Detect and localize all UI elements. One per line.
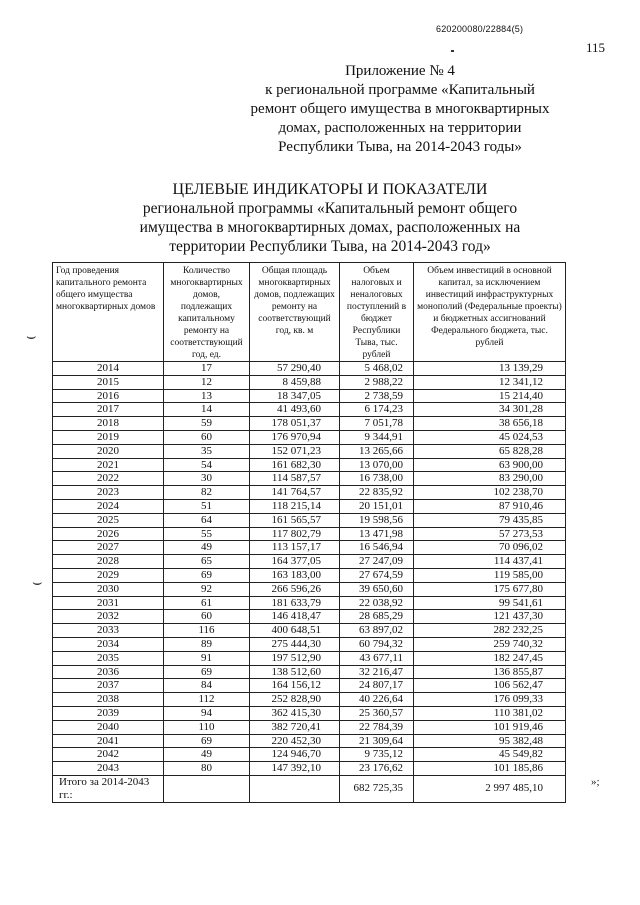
cell-investment: 101 185,86	[414, 762, 566, 776]
total-empty-cell	[250, 775, 340, 802]
table-row	[53, 375, 566, 389]
cell-investment: 34 301,28	[414, 403, 566, 417]
cell-tax-revenue: 9 344,91	[340, 430, 414, 444]
cell-house-count: 116	[164, 624, 250, 638]
table-row	[53, 693, 566, 707]
cell-house-count: 17	[164, 362, 250, 376]
cell-tax-revenue: 60 794,32	[340, 637, 414, 651]
table-row	[53, 430, 566, 444]
table-row	[53, 568, 566, 582]
cell-year: 2033	[53, 624, 164, 638]
table-row	[53, 417, 566, 431]
cell-area: 362 415,30	[250, 706, 340, 720]
cell-house-count: 54	[164, 458, 250, 472]
cell-year: 2016	[53, 389, 164, 403]
cell-year: 2020	[53, 444, 164, 458]
cell-year: 2043	[53, 762, 164, 776]
indicators-table	[52, 262, 566, 803]
cell-house-count: 60	[164, 430, 250, 444]
cell-area: 114 587,57	[250, 472, 340, 486]
total-label: Итого за 2014-2043 гг.:	[53, 775, 164, 802]
cell-house-count: 35	[164, 444, 250, 458]
header-house-count: Количество многоквартирных домов, подлежащих капитальному ремонту на соответствующий год, ед.	[164, 263, 250, 362]
cell-year: 2039	[53, 706, 164, 720]
cell-house-count: 30	[164, 472, 250, 486]
table-row	[53, 389, 566, 403]
cell-house-count: 61	[164, 596, 250, 610]
cell-investment: 99 541,61	[414, 596, 566, 610]
cell-house-count: 69	[164, 734, 250, 748]
cell-house-count: 110	[164, 720, 250, 734]
cell-tax-revenue: 21 309,64	[340, 734, 414, 748]
title-line: региональной программы «Капитальный ремонт общего	[142, 200, 518, 217]
header-year: Год проведения капитального ремонта общего имущества многоквартирных домов	[53, 263, 164, 362]
cell-year: 2026	[53, 527, 164, 541]
cell-area: 252 828,90	[250, 693, 340, 707]
cell-house-count: 49	[164, 541, 250, 555]
cell-year: 2035	[53, 651, 164, 665]
cell-tax-revenue: 7 051,78	[340, 417, 414, 431]
cell-year: 2021	[53, 458, 164, 472]
cell-house-count: 94	[164, 706, 250, 720]
cell-area: 178 051,37	[250, 417, 340, 431]
cell-house-count: 65	[164, 555, 250, 569]
cell-tax-revenue: 22 835,92	[340, 486, 414, 500]
cell-investment: 83 290,00	[414, 472, 566, 486]
cell-house-count: 89	[164, 637, 250, 651]
table-row	[53, 458, 566, 472]
cell-year: 2029	[53, 568, 164, 582]
margin-mark: ⌣	[32, 572, 43, 591]
cell-area: 400 648,51	[250, 624, 340, 638]
cell-house-count: 60	[164, 610, 250, 624]
cell-investment: 79 435,85	[414, 513, 566, 527]
table-header-row	[53, 263, 566, 362]
cell-house-count: 112	[164, 693, 250, 707]
cell-investment: 45 549,82	[414, 748, 566, 762]
document-title	[60, 180, 600, 256]
cell-year: 2040	[53, 720, 164, 734]
cell-investment: 13 139,29	[414, 362, 566, 376]
table-row	[53, 679, 566, 693]
title-main: ЦЕЛЕВЫЕ ИНДИКАТОРЫ И ПОКАЗАТЕЛИ	[172, 181, 488, 198]
cell-year: 2041	[53, 734, 164, 748]
cell-investment: 282 232,25	[414, 624, 566, 638]
cell-tax-revenue: 27 247,09	[340, 555, 414, 569]
cell-house-count: 14	[164, 403, 250, 417]
cell-area: 118 215,14	[250, 499, 340, 513]
cell-area: 176 970,94	[250, 430, 340, 444]
cell-tax-revenue: 39 650,60	[340, 582, 414, 596]
cell-area: 164 377,05	[250, 555, 340, 569]
cell-house-count: 69	[164, 665, 250, 679]
cell-area: 141 764,57	[250, 486, 340, 500]
cell-house-count: 84	[164, 679, 250, 693]
cell-investment: 63 900,00	[414, 458, 566, 472]
table-row	[53, 527, 566, 541]
cell-tax-revenue: 16 546,94	[340, 541, 414, 555]
table-row	[53, 555, 566, 569]
cell-house-count: 82	[164, 486, 250, 500]
cell-house-count: 51	[164, 499, 250, 513]
cell-house-count: 12	[164, 375, 250, 389]
cell-tax-revenue: 24 807,17	[340, 679, 414, 693]
appendix-heading	[240, 62, 560, 157]
cell-house-count: 80	[164, 762, 250, 776]
cell-area: 117 802,79	[250, 527, 340, 541]
cell-area: 266 596,26	[250, 582, 340, 596]
cell-house-count: 59	[164, 417, 250, 431]
cell-tax-revenue: 22 784,39	[340, 720, 414, 734]
cell-investment: 95 382,48	[414, 734, 566, 748]
cell-area: 161 565,57	[250, 513, 340, 527]
cell-year: 2034	[53, 637, 164, 651]
cell-area: 164 156,12	[250, 679, 340, 693]
cell-tax-revenue: 16 738,00	[340, 472, 414, 486]
title-line: имущества в многоквартирных домах, расположенных на	[139, 219, 521, 236]
cell-tax-revenue: 19 598,56	[340, 513, 414, 527]
cell-area: 161 682,30	[250, 458, 340, 472]
cell-tax-revenue: 2 738,59	[340, 389, 414, 403]
cell-investment: 45 024,53	[414, 430, 566, 444]
cell-house-count: 69	[164, 568, 250, 582]
cell-tax-revenue: 6 174,23	[340, 403, 414, 417]
table-row	[53, 444, 566, 458]
table-row	[53, 362, 566, 376]
total-tax-revenue: 682 725,35	[340, 775, 414, 802]
cell-area: 147 392,10	[250, 762, 340, 776]
closing-quote: »;	[591, 776, 600, 788]
cell-tax-revenue: 9 735,12	[340, 748, 414, 762]
cell-tax-revenue: 2 988,22	[340, 375, 414, 389]
cell-tax-revenue: 32 216,47	[340, 665, 414, 679]
table-row	[53, 513, 566, 527]
cell-house-count: 49	[164, 748, 250, 762]
table-body	[53, 362, 566, 776]
total-row	[53, 775, 566, 802]
cell-area: 181 633,79	[250, 596, 340, 610]
cell-investment: 106 562,47	[414, 679, 566, 693]
cell-area: 275 444,30	[250, 637, 340, 651]
cell-area: 197 512,90	[250, 651, 340, 665]
cell-investment: 15 214,40	[414, 389, 566, 403]
table-row	[53, 665, 566, 679]
table-row	[53, 472, 566, 486]
cell-investment: 110 381,02	[414, 706, 566, 720]
title-line: территории Республики Тыва, на 2014-2043 год»	[169, 238, 491, 255]
table-row	[53, 762, 566, 776]
cell-tax-revenue: 25 360,57	[340, 706, 414, 720]
cell-tax-revenue: 5 468,02	[340, 362, 414, 376]
cell-house-count: 64	[164, 513, 250, 527]
total-investment: 2 997 485,10	[414, 775, 566, 802]
cell-investment: 114 437,41	[414, 555, 566, 569]
cell-investment: 119 585,00	[414, 568, 566, 582]
cell-area: 163 183,00	[250, 568, 340, 582]
document-code: 620200080/22884(5)	[436, 24, 524, 34]
cell-investment: 57 273,53	[414, 527, 566, 541]
cell-year: 2027	[53, 541, 164, 555]
cell-investment: 12 341,12	[414, 375, 566, 389]
cell-tax-revenue: 20 151,01	[340, 499, 414, 513]
cell-year: 2038	[53, 693, 164, 707]
total-empty-cell	[164, 775, 250, 802]
cell-area: 113 157,17	[250, 541, 340, 555]
cell-investment: 70 096,02	[414, 541, 566, 555]
cell-area: 138 512,60	[250, 665, 340, 679]
cell-tax-revenue: 28 685,29	[340, 610, 414, 624]
cell-tax-revenue: 13 265,66	[340, 444, 414, 458]
cell-year: 2017	[53, 403, 164, 417]
header-investment: Объем инвестиций в основной капитал, за исключением инвестиций инфраструктурных монополий (Федеральные проекты) и бюджетных ассигнований Федерального бюджета, тыс. рублей	[414, 263, 566, 362]
header-area: Общая площадь многоквартирных домов, подлежащих ремонту на соответствующий год, кв. м	[250, 263, 340, 362]
cell-year: 2028	[53, 555, 164, 569]
cell-year: 2030	[53, 582, 164, 596]
appendix-line: Приложение № 4	[345, 63, 455, 79]
appendix-line: Республики Тыва, на 2014-2043 годы»	[278, 139, 522, 155]
cell-tax-revenue: 27 674,59	[340, 568, 414, 582]
cell-tax-revenue: 63 897,02	[340, 624, 414, 638]
cell-area: 146 418,47	[250, 610, 340, 624]
table-row	[53, 486, 566, 500]
cell-investment: 38 656,18	[414, 417, 566, 431]
cell-investment: 65 828,28	[414, 444, 566, 458]
cell-area: 152 071,23	[250, 444, 340, 458]
cell-investment: 182 247,45	[414, 651, 566, 665]
cell-tax-revenue: 22 038,92	[340, 596, 414, 610]
cell-year: 2036	[53, 665, 164, 679]
cell-year: 2024	[53, 499, 164, 513]
cell-area: 41 493,60	[250, 403, 340, 417]
cell-investment: 87 910,46	[414, 499, 566, 513]
cell-investment: 101 919,46	[414, 720, 566, 734]
appendix-line: ремонт общего имущества в многоквартирных	[250, 101, 550, 117]
cell-year: 2018	[53, 417, 164, 431]
cell-year: 2032	[53, 610, 164, 624]
table-row	[53, 596, 566, 610]
cell-year: 2014	[53, 362, 164, 376]
cell-tax-revenue: 13 471,98	[340, 527, 414, 541]
table-row	[53, 706, 566, 720]
cell-area: 57 290,40	[250, 362, 340, 376]
cell-investment: 175 677,80	[414, 582, 566, 596]
cell-year: 2015	[53, 375, 164, 389]
cell-investment: 259 740,32	[414, 637, 566, 651]
table-row	[53, 734, 566, 748]
table-row	[53, 610, 566, 624]
cell-year: 2037	[53, 679, 164, 693]
cell-year: 2042	[53, 748, 164, 762]
cell-year: 2025	[53, 513, 164, 527]
cell-tax-revenue: 13 070,00	[340, 458, 414, 472]
margin-mark: ⌣	[26, 326, 37, 345]
cell-area: 382 720,41	[250, 720, 340, 734]
cell-area: 124 946,70	[250, 748, 340, 762]
cell-area: 18 347,05	[250, 389, 340, 403]
cell-tax-revenue: 23 176,62	[340, 762, 414, 776]
cell-investment: 102 238,70	[414, 486, 566, 500]
table-row	[53, 582, 566, 596]
cell-area: 8 459,88	[250, 375, 340, 389]
cell-house-count: 91	[164, 651, 250, 665]
cell-tax-revenue: 43 677,11	[340, 651, 414, 665]
cell-year: 2031	[53, 596, 164, 610]
table-row	[53, 541, 566, 555]
table-row	[53, 403, 566, 417]
header-tax-revenue: Объем налоговых и неналоговых поступлений в бюджет Республики Тыва, тыс. рублей	[340, 263, 414, 362]
table-row	[53, 748, 566, 762]
cell-year: 2023	[53, 486, 164, 500]
cell-house-count: 55	[164, 527, 250, 541]
table-row	[53, 624, 566, 638]
table-row	[53, 499, 566, 513]
page-number: 115	[586, 40, 606, 55]
cell-tax-revenue: 40 226,64	[340, 693, 414, 707]
cell-house-count: 13	[164, 389, 250, 403]
appendix-line: домах, расположенных на территории	[278, 120, 522, 136]
cell-year: 2019	[53, 430, 164, 444]
table-row	[53, 651, 566, 665]
cell-investment: 176 099,33	[414, 693, 566, 707]
cell-area: 220 452,30	[250, 734, 340, 748]
cell-investment: 121 437,30	[414, 610, 566, 624]
cell-investment: 136 855,87	[414, 665, 566, 679]
scan-speck	[451, 50, 454, 52]
appendix-line: к региональной программе «Капитальный	[265, 82, 535, 98]
table-row	[53, 720, 566, 734]
table-row	[53, 637, 566, 651]
cell-year: 2022	[53, 472, 164, 486]
cell-house-count: 92	[164, 582, 250, 596]
